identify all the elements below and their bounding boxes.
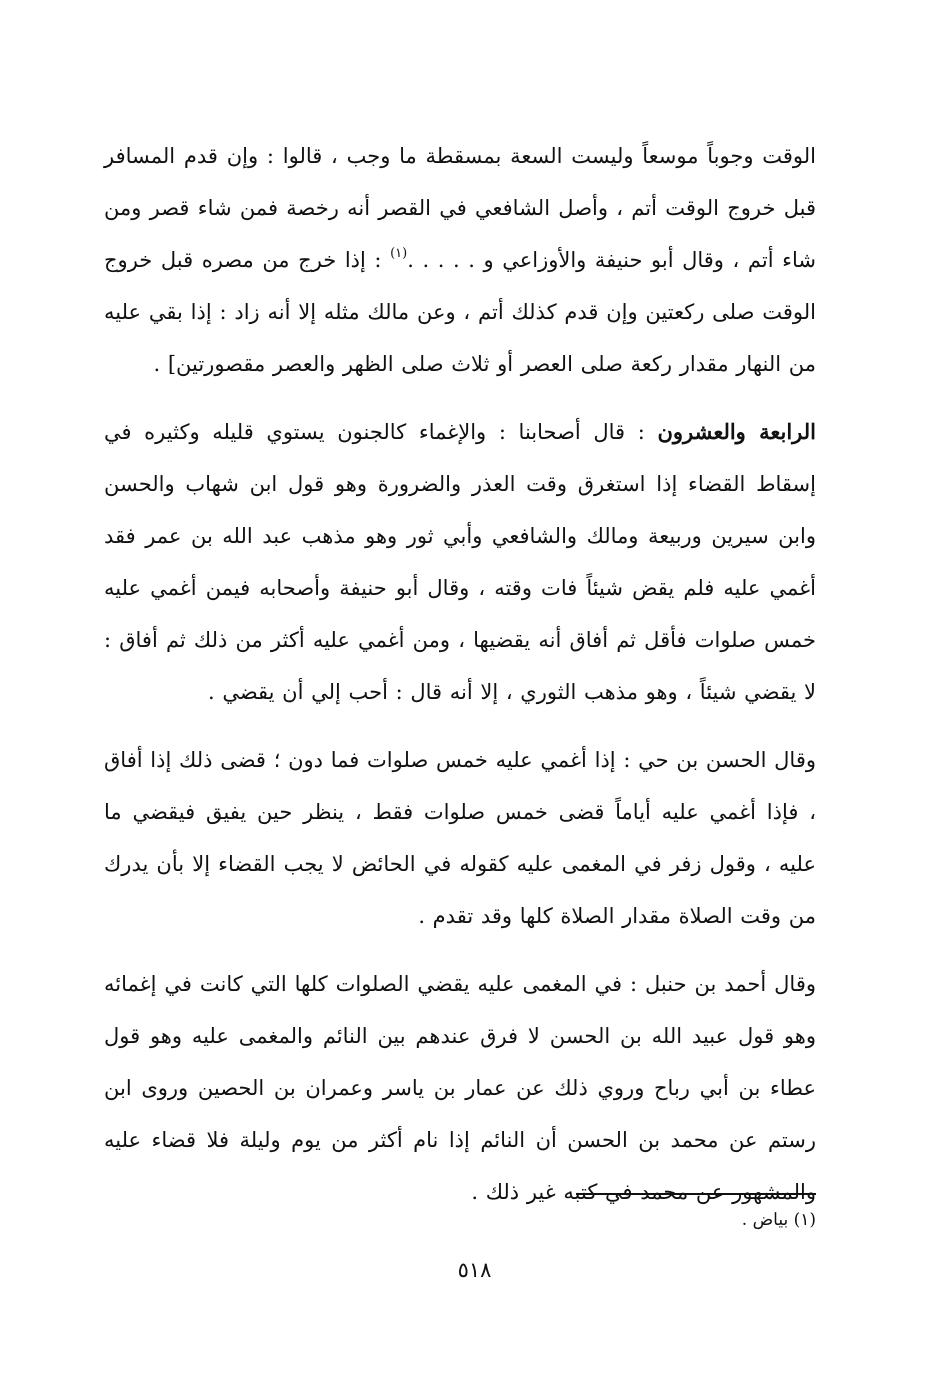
page-body (104, 130, 816, 1218)
paragraph-3-text: وقال الحسن بن حي : إذا أغمي عليه خمس صلوات فما دون ؛ قضى ذلك إذا أفاق ، فإذا أغمي عليه أياماً قضى خمس صلوات فقط ، ينظر حين يفيق فيقضي ما عليه ، وقول زفر في المغمى عليه كقوله في الحائض لا يجب القضاء إلا بأن يدرك من وقت الصلاة مقدار الصلاة كلها وقد تقدم . (104, 748, 816, 928)
paragraph-2 (104, 406, 816, 718)
paragraph-4-text: وقال أحمد بن حنبل : في المغمى عليه يقضي الصلوات كلها التي كانت في إغمائه وهو قول عبيد الله بن الحسن لا فرق عندهم بين النائم والمغمى عليه وهو قول عطاء بن أبي رباح وروي ذلك عن عمار بن ياسر وعمران بن الحصين وروى ابن رستم عن محمد بن الحسن أن النائم إذا نام أكثر من يوم وليلة فلا قضاء عليه والمشهور عن محمد في كتبه غير ذلك . (104, 972, 816, 1204)
section-heading-inline: الرابعة والعشرون (657, 419, 816, 444)
paragraph-2-text: : قال أصحابنا : والإغماء كالجنون يستوي قليله وكثيره في إسقاط القضاء إذا استغرق وقت العذر والضرورة وهو قول ابن شهاب والحسن وابن سيرين وربيعة ومالك والشافعي وأبي ثور وهو مذهب عبد الله بن عمر فقد أغمي عليه فلم يقض شيئاً فات وقته ، وقال أبو حنيفة وأصحابه فيمن أغمي عليه خمس صلوات فأقل ثم أفاق أنه يقضيها ، ومن أغمي عليه أكثر من ذلك ثم أفاق : لا يقضي شيئاً ، وهو مذهب الثوري ، إلا أنه قال : أحب إلي أن يقضي . (104, 420, 816, 704)
paragraph-3 (104, 734, 816, 942)
paragraph-1-text-continued: : إذا خرج من مصره قبل خروج الوقت صلى ركعتين وإن قدم كذلك أتم ، وعن مالك مثله إلا أنه زاد : إذا بقي عليه من النهار مقدار ركعة صلى العصر أو ثلاث صلى الظهر والعصر مقصورتين] . (104, 248, 816, 376)
footnote-marker: (١) (390, 246, 408, 261)
paragraph-1-text: الوقت وجوباً موسعاً وليست السعة بمسقطة ما وجب ، قالوا : وإن قدم المسافر قبل خروج الوقت أتم ، وأصل الشافعي في القصر أنه رخصة فمن شاء قصر ومن شاء أتم ، وقال أبو حنيفة والأوزاعي و . . . . . (104, 144, 816, 272)
paragraph-1 (104, 130, 816, 390)
footnote-divider (576, 1193, 816, 1195)
footnote: (١) بياض . (741, 1210, 816, 1230)
paragraph-4 (104, 958, 816, 1218)
page-number: ٥١٨ (457, 1258, 492, 1282)
